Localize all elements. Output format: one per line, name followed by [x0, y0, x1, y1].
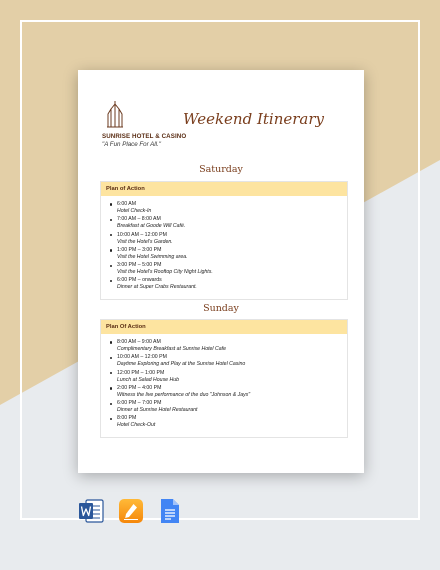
hotel-logo-icon: [106, 100, 124, 130]
list-item: [110, 415, 347, 429]
list-item: [110, 277, 347, 291]
plan-box-sunday: [100, 319, 348, 438]
document-page: [78, 70, 364, 473]
plan-header: Plan Of Action: [101, 320, 347, 334]
word-icon[interactable]: [78, 498, 104, 524]
list-item: [110, 201, 347, 215]
google-docs-icon[interactable]: [159, 498, 181, 524]
item-time: 6:00 AM: [117, 201, 137, 207]
app-icons-row: [0, 498, 440, 524]
day-title-sunday: Sunday: [203, 303, 239, 314]
item-desc: Lunch at Salad House Hub: [117, 376, 180, 383]
item-desc: Visit the Hotel's Garden.: [117, 238, 173, 245]
list-item: [110, 400, 347, 414]
itinerary-list: [101, 334, 347, 437]
document-title: Weekend Itinerary: [183, 110, 324, 128]
hotel-name: SUNRISE HOTEL & CASINO: [102, 133, 187, 140]
item-desc: Daytime Exploring and Play at the Sunrise Hotel Casino: [117, 361, 246, 368]
item-time: 12:00 PM – 1:00 PM: [117, 369, 165, 376]
item-desc: Complimentary Breakfast at Sunrise Hotel Cafe: [117, 346, 226, 352]
item-time: 10:00 AM – 12:00 PM: [117, 231, 167, 238]
item-time: 10:00 AM – 12:00 PM: [117, 354, 167, 361]
list-item: [110, 354, 347, 368]
list-item: [110, 216, 347, 230]
list-item: [110, 339, 347, 353]
pages-icon[interactable]: [118, 498, 144, 524]
item-desc: Witness the live performance of the duo "Johnson & Jays": [117, 391, 251, 398]
day-title-saturday: Saturday: [199, 164, 243, 175]
plan-header: Plan of Action: [101, 182, 347, 196]
list-item: [110, 385, 347, 399]
item-time: 8:00 PM: [117, 415, 137, 422]
item-desc: Breakfast at Goode Will Café.: [117, 223, 186, 230]
item-time: 1:00 PM – 3:00 PM: [117, 246, 162, 253]
list-item: [110, 232, 347, 246]
item-desc: Visit the Hotel Swimming area.: [117, 253, 188, 260]
item-desc: Hotel Check-In: [117, 208, 152, 214]
item-time: 8:00 AM – 9:00 AM: [117, 339, 161, 345]
list-item: [110, 247, 347, 261]
item-desc: Dinner at Sunrise Hotel Restaurant: [117, 407, 198, 414]
item-time: 2:00 PM – 4:00 PM: [117, 384, 162, 391]
item-time: 3:00 PM – 5:00 PM: [117, 262, 162, 269]
item-desc: Visit the Hotel's Rooftop City Night Lights.: [117, 269, 213, 276]
list-item: [110, 370, 347, 384]
hotel-tagline: "A Fun Place For All.": [102, 141, 161, 148]
item-desc: Dinner at Super Crabs Restaurant.: [117, 284, 197, 291]
itinerary-list: [101, 196, 347, 299]
item-time: 6:00 PM – onwards: [117, 277, 162, 284]
list-item: [110, 262, 347, 276]
item-desc: Hotel Check-Out: [117, 422, 156, 429]
plan-box-saturday: [100, 181, 348, 300]
item-time: 6:00 PM – 7:00 PM: [117, 400, 162, 407]
item-time: 7:00 AM – 8:00 AM: [117, 216, 161, 223]
